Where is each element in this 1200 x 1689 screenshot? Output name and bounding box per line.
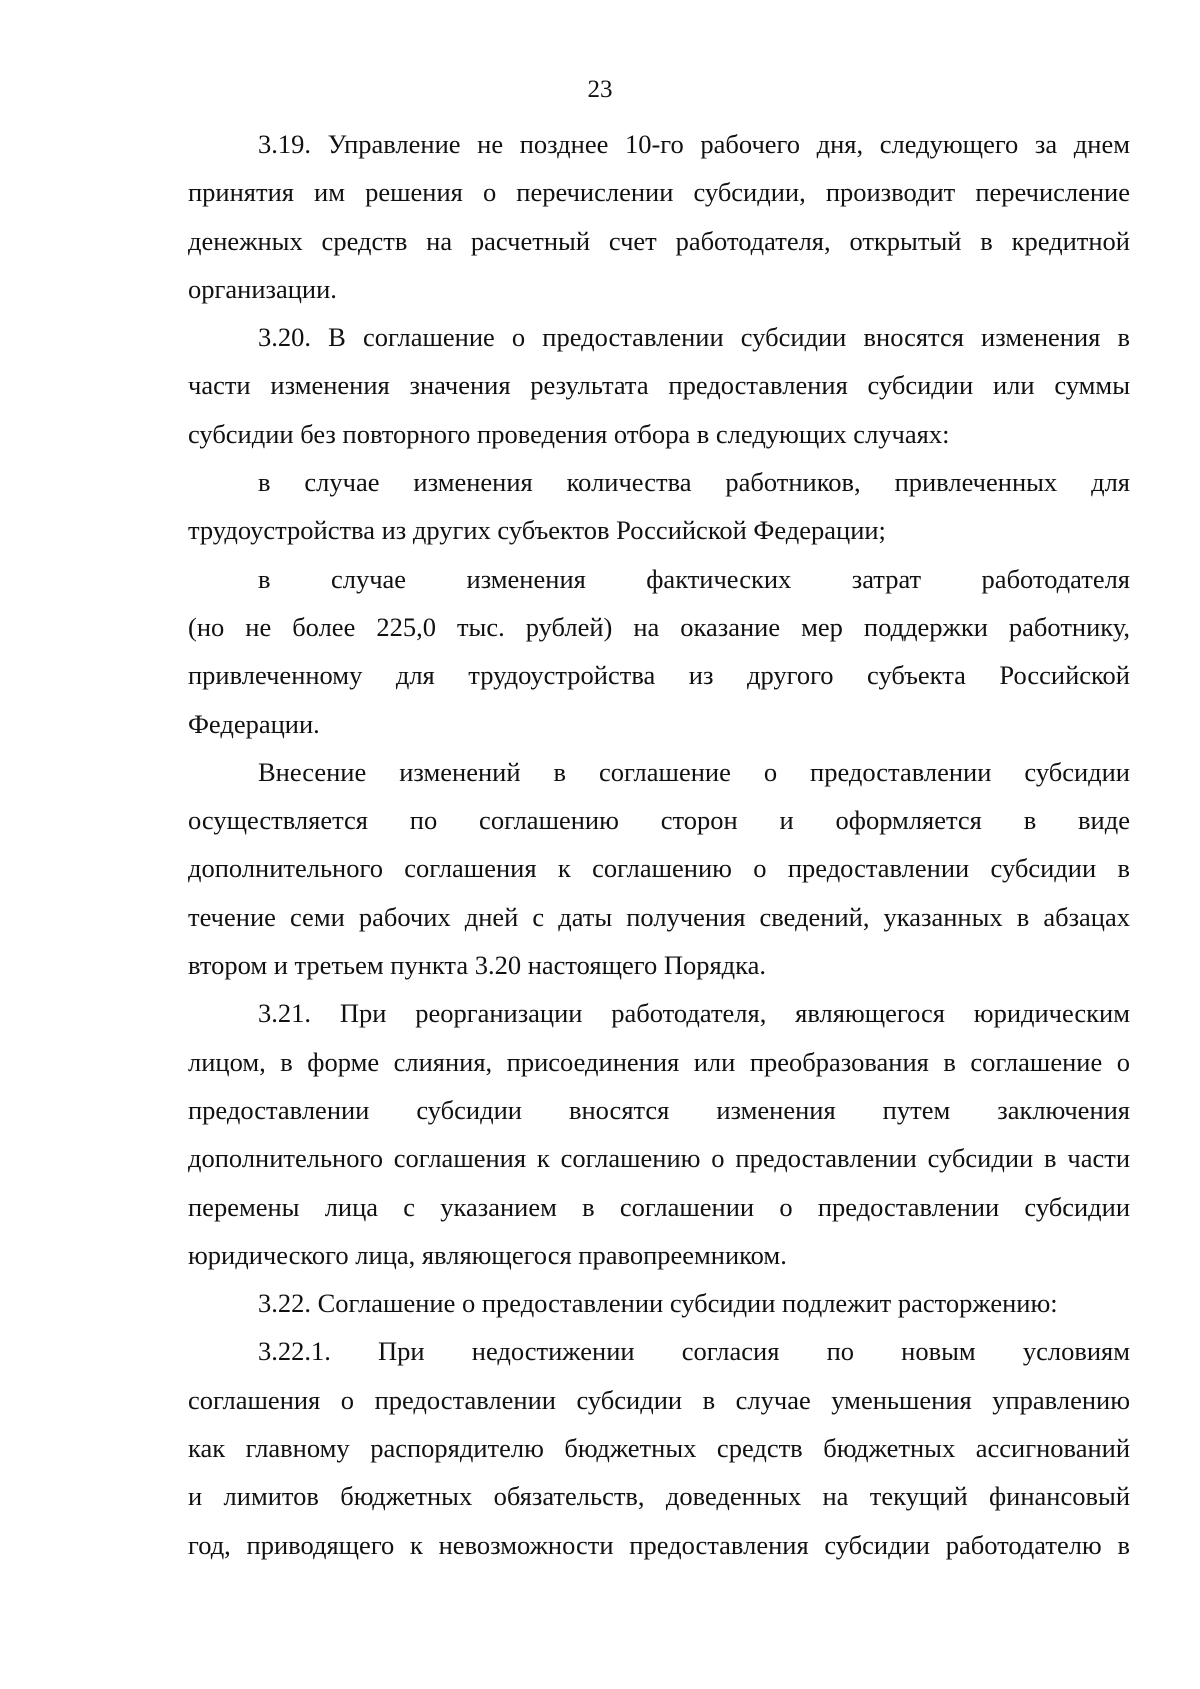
text-line: части изменения значения результата предоставления субсидии или суммы	[188, 370, 1130, 401]
text-line: втором и третьем пункта 3.20 настоящего Порядка.	[188, 950, 766, 981]
text-line: перемены лица с указанием в соглашении о предоставлении субсидии	[188, 1191, 1130, 1222]
text-line: привлеченному для трудоустройства из другого субъекта Российской	[188, 660, 1130, 691]
text-line: в случае изменения количества работников, привлеченных для	[258, 467, 1130, 498]
text-line: предоставлении субсидии вносятся изменения путем заключения	[188, 1094, 1130, 1125]
text-line: год, приводящего к невозможности предоставления субсидии работодателю в	[188, 1529, 1130, 1560]
text-line: дополнительного соглашения к соглашению о предоставлении субсидии в части	[188, 1143, 1130, 1174]
text-line: 3.22. Соглашение о предоставлении субсидии подлежит расторжению:	[258, 1288, 1058, 1319]
text-line: Федерации.	[188, 708, 320, 739]
text-line: 3.20. В соглашение о предоставлении субсидии вносятся изменения в	[258, 322, 1130, 353]
text-line: трудоустройства из других субъектов Российской Федерации;	[188, 515, 886, 546]
text-line: юридического лица, являющегося правопреемником.	[188, 1239, 787, 1270]
text-line: принятия им решения о перечислении субсидии, производит перечисление	[188, 177, 1130, 208]
text-line: и лимитов бюджетных обязательств, доведенных на текущий финансовый	[188, 1481, 1130, 1512]
text-line: Внесение изменений в соглашение о предоставлении субсидии	[258, 756, 1130, 787]
text-line: 3.22.1. При недостижении согласия по новым условиям	[258, 1336, 1130, 1367]
text-line: в случае изменения фактических затрат работодателя	[258, 563, 1130, 594]
text-line: дополнительного соглашения к соглашению о предоставлении субсидии в	[188, 853, 1130, 884]
text-line: осуществляется по соглашению сторон и оформляется в виде	[188, 805, 1130, 836]
text-line: лицом, в форме слияния, присоединения или преобразования в соглашение о	[188, 1046, 1130, 1077]
text-line: соглашения о предоставлении субсидии в случае уменьшения управлению	[188, 1384, 1130, 1415]
document-body	[188, 120, 1130, 1569]
text-line: 3.19. Управление не позднее 10-го рабочего дня, следующего за днем	[258, 129, 1130, 159]
text-line: организации.	[188, 273, 337, 304]
text-line: 3.21. При реорганизации работодателя, являющегося юридическим	[258, 998, 1130, 1029]
text-line: денежных средств на расчетный счет работодателя, открытый в кредитной	[188, 225, 1130, 256]
text-line: течение семи рабочих дней с даты получения сведений, указанных в абзацах	[188, 901, 1130, 932]
text-line: субсидии без повторного проведения отбора в следующих случаях:	[188, 418, 950, 449]
page-number: 23	[587, 76, 613, 103]
text-line: (но не более 225,0 тыс. рублей) на оказание мер поддержки работнику,	[188, 611, 1130, 642]
text-line: как главному распорядителю бюджетных средств бюджетных ассигнований	[188, 1433, 1130, 1464]
